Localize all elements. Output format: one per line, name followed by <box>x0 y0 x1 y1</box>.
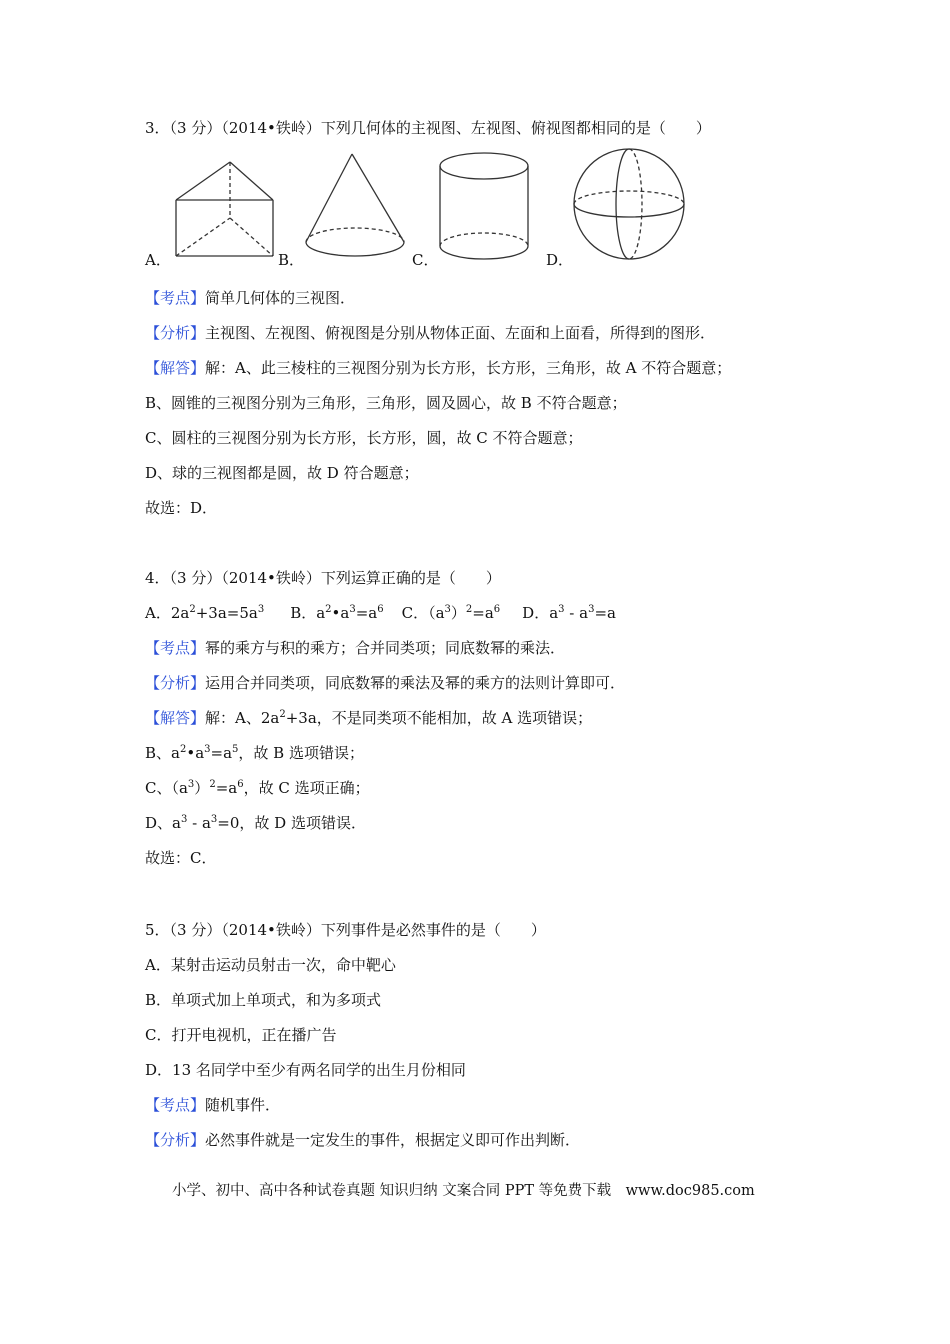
q4-stem: 4．（3 分）（2014•铁岭）下列运算正确的是（ ） <box>145 569 501 587</box>
q3-jieda-text: 解：A、此三棱柱的三视图分别为长方形，长方形，三角形，故 A 不符合题意； <box>205 359 732 377</box>
q4-option-a: A．$2a^2+3a=5a^3$ <box>145 604 265 622</box>
q5-stem: 5．（3 分）（2014•铁岭）下列事件是必然事件的是（ ） <box>145 921 546 939</box>
q3-solution-line-c: C、圆柱的三视图分别为长方形，长方形，圆，故 C 不符合题意； <box>145 429 583 447</box>
fenxi-tag: 【分析】 <box>145 674 206 692</box>
q3-solution-line-d: D、球的三视图都是圆，故 D 符合题意； <box>145 464 419 482</box>
q5-fenxi-text: 必然事件就是一定发生的事件，根据定义即可作出判断． <box>205 1131 581 1149</box>
q3-option-a-label: A． <box>145 251 171 269</box>
q4-solution-line-d: D、$a^3 - a^3=0$，故 D 选项错误． <box>145 814 366 832</box>
q3-solution-line-b: B、圆锥的三视图分别为三角形，三角形，圆及圆心，故 B 不符合题意； <box>145 394 627 412</box>
q3-option-d-label: D． <box>546 251 574 269</box>
q4-solution-line-b: B、$a^2•a^3=a^5$，故 B 选项错误； <box>145 744 364 762</box>
q3-answer: 故选：D． <box>145 499 218 517</box>
cylinder-figure <box>434 148 534 264</box>
fenxi-tag: 【分析】 <box>145 1131 206 1149</box>
kaodian-tag: 【考点】 <box>145 639 206 657</box>
q5-kaodian-text: 随机事件． <box>205 1096 281 1114</box>
page-footer: 小学、初中、高中各种试卷真题 知识归纳 文案合同 PPT 等免费下载 www.doc985.com <box>172 1183 755 1199</box>
q5-option-a: A．某射击运动员射击一次，命中靶心 <box>145 956 396 974</box>
kaodian-tag: 【考点】 <box>145 289 206 307</box>
q3-fenxi <box>145 323 715 343</box>
kaodian-tag: 【考点】 <box>145 1096 206 1114</box>
jieda-tag: 【解答】 <box>145 359 206 377</box>
triangular-prism-figure <box>168 158 278 262</box>
q4-solution-line-c: C、$(a^3)^2=a^6$，故 C 选项正确； <box>145 779 370 797</box>
cone-figure <box>300 150 410 262</box>
q5-fenxi <box>145 1130 580 1150</box>
q5-kaodian <box>145 1095 280 1115</box>
q4-kaodian <box>145 638 565 658</box>
q3-option-c-label: C． <box>412 251 439 269</box>
q3-jieda <box>145 358 731 378</box>
q3-kaodian <box>145 288 355 308</box>
q4-kaodian-text: 幂的乘方与积的乘方；合并同类项；同底数幂的乘法． <box>205 639 566 657</box>
q4-fenxi <box>145 673 625 693</box>
fenxi-tag: 【分析】 <box>145 324 206 342</box>
q4-option-b: B．$a^2•a^3=a^6$ <box>290 604 384 622</box>
q3-fenxi-text: 主视图、左视图、俯视图是分别从物体正面、左面和上面看，所得到的图形． <box>205 324 716 342</box>
q4-option-d: D．$a^3 - a^3=a$ <box>522 604 616 622</box>
q3-option-b-label: B． <box>278 251 305 269</box>
q3-stem: 3．（3 分）（2014•铁岭）下列几何体的主视图、左视图、俯视图都相同的是（ ） <box>145 119 711 137</box>
sphere-figure <box>570 146 690 264</box>
q4-fenxi-text: 运用合并同类项，同底数幂的乘法及幂的乘方的法则计算即可． <box>205 674 626 692</box>
jieda-tag: 【解答】 <box>145 709 206 727</box>
q5-option-d: D．13 名同学中至少有两名同学的出生月份相同 <box>145 1061 466 1079</box>
q4-option-c: C．$(a^3)^2=a^6$ <box>401 604 501 622</box>
q4-options <box>145 603 616 623</box>
q4-answer: 故选：C． <box>145 849 217 867</box>
q3-kaodian-text: 简单几何体的三视图． <box>205 289 356 307</box>
q4-jieda <box>145 708 592 728</box>
q5-option-c: C．打开电视机，正在播广告 <box>145 1026 337 1044</box>
q5-option-b: B．单项式加上单项式，和为多项式 <box>145 991 382 1009</box>
q4-jieda-text: 解：A、$2a^2+3a$，不是同类项不能相加，故 A 选项错误； <box>205 709 593 727</box>
